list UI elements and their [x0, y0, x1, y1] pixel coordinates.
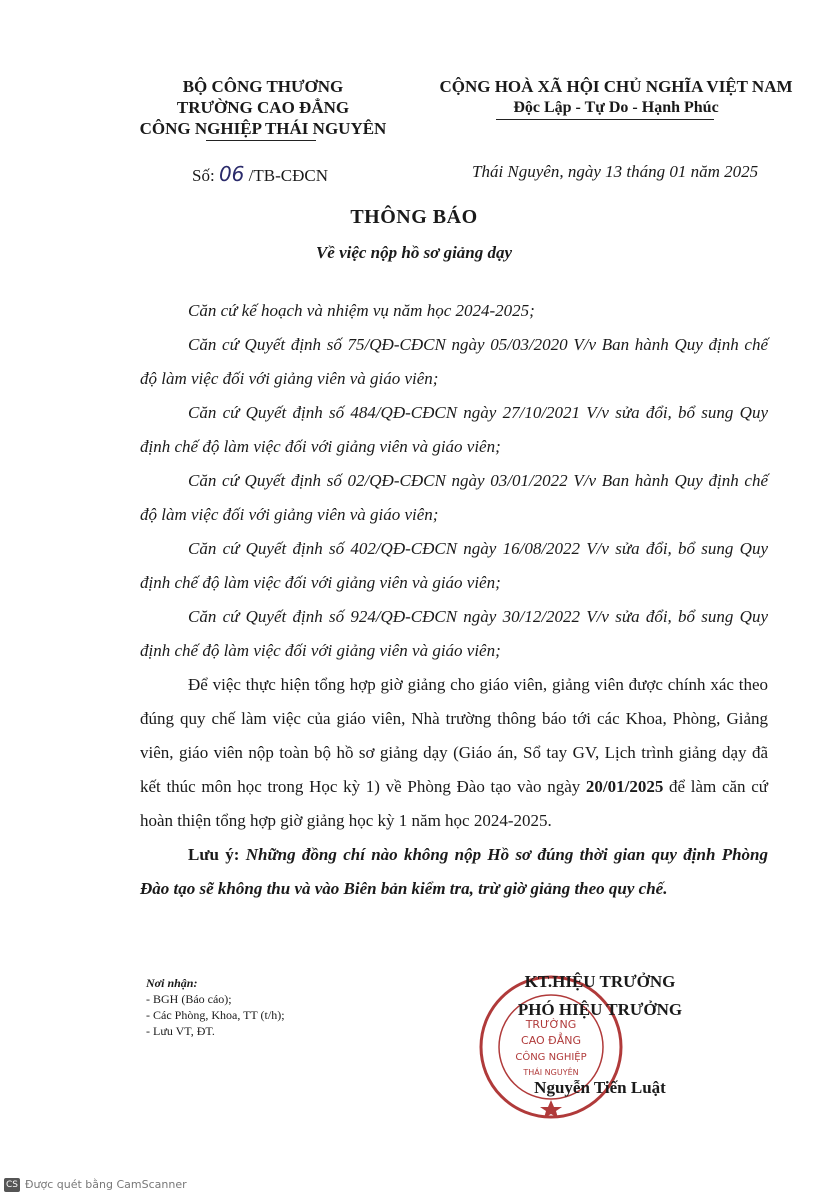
- ministry-name: BỘ CÔNG THƯƠNG: [182, 77, 344, 96]
- seal-text-line: THÁI NGUYÊN: [523, 1068, 579, 1077]
- doc-number-handwritten: 06: [218, 162, 245, 186]
- school-name-line2: CÔNG NGHIỆP THÁI NGUYÊN: [139, 119, 387, 138]
- legal-basis-4: Căn cứ Quyết định số 02/QĐ-CĐCN ngày 03/01/2022 V/v Ban hành Quy định chế độ làm việc đối với giảng viên và giáo viên;: [140, 471, 768, 524]
- scanner-text: Được quét bằng CamScanner: [25, 1178, 187, 1191]
- deadline-date: 20/01/2025: [585, 777, 664, 796]
- legal-basis-1: Căn cứ kế hoạch và nhiệm vụ năm học 2024-2025;: [188, 301, 535, 320]
- legal-basis-2: Căn cứ Quyết định số 75/QĐ-CĐCN ngày 05/03/2020 V/v Ban hành Quy định chế độ làm việc đối với giảng viên và giáo viên;: [140, 335, 768, 388]
- document-title: THÔNG BÁO: [350, 206, 478, 228]
- recipient-item: - Các Phòng, Khoa, TT (t/h);: [146, 1008, 285, 1022]
- doc-number-prefix: Số:: [192, 166, 215, 185]
- recipient-item: - BGH (Báo cáo);: [146, 992, 232, 1006]
- signer-title-2: PHÓ HIỆU TRƯỞNG: [517, 1000, 683, 1019]
- legal-basis-5: Căn cứ Quyết định số 402/QĐ-CĐCN ngày 16/08/2022 V/v sửa đổi, bổ sung Quy định chế độ làm việc đối với giảng viên và giáo viên;: [140, 539, 768, 592]
- issuer-block: [108, 76, 418, 139]
- legal-basis-3: Căn cứ Quyết định số 484/QĐ-CĐCN ngày 27/10/2021 V/v sửa đổi, bổ sung Quy định chế độ làm việc đối với giảng viên và giáo viên;: [140, 403, 768, 456]
- motto-underline: [496, 119, 714, 120]
- nation-name: CỘNG HOÀ XÃ HỘI CHỦ NGHĨA VIỆT NAM: [439, 77, 793, 96]
- legal-basis-6: Căn cứ Quyết định số 924/QĐ-CĐCN ngày 30/12/2022 V/v sửa đổi, bổ sung Quy định chế độ làm việc đối với giảng viên và giáo viên;: [140, 607, 768, 660]
- main-text-part2: để làm căn cứ hoàn thiện tổng hợp giờ giảng học kỳ 1 năm học 2024-2025.: [140, 777, 768, 830]
- seal-text-line: CÔNG NGHIỆP: [515, 1052, 587, 1063]
- document-subtitle: Về việc nộp hồ sơ giảng dạy: [315, 243, 513, 262]
- place-and-date: Thái Nguyên, ngày 13 tháng 01 năm 2025: [472, 162, 759, 181]
- note-paragraph: [140, 838, 768, 906]
- issuer-underline: [206, 140, 316, 141]
- camscanner-icon: CS: [6, 1180, 18, 1190]
- main-paragraph: [140, 668, 768, 838]
- main-text-part1: Để việc thực hiện tổng hợp giờ giảng cho giáo viên, giảng viên được chính xác theo đúng quy chế làm việc của giáo viên, Nhà trường thông báo tới các Khoa, Phòng, Giảng viên, giáo viên nộp toàn bộ hồ sơ giảng dạy (Giáo án, Sổ tay GV, Lịch trình giảng dạy đã kết thúc môn học trong Học kỳ 1) về Phòng Đào tạo vào ngày: [140, 675, 768, 796]
- note-label: Lưu ý:: [188, 845, 240, 864]
- scanner-footer: [4, 1178, 187, 1192]
- recipients-label: Nơi nhận:: [146, 976, 198, 990]
- note-text: Những đồng chí nào không nộp Hồ sơ đúng thời gian quy định Phòng Đào tạo sẽ không thu và vào Biên bản kiểm tra, trừ giờ giảng theo quy chế.: [140, 845, 769, 898]
- recipients-block: [146, 975, 285, 1039]
- recipient-item: - Lưu VT, ĐT.: [146, 1024, 215, 1038]
- signature-block: [480, 968, 720, 1102]
- seal-text-line: CAO ĐẲNG: [521, 1034, 581, 1047]
- national-header: [420, 76, 812, 118]
- document-body: [140, 294, 768, 906]
- doc-number-suffix: /TB-CĐCN: [248, 166, 328, 185]
- seal-text-line: TRƯỜNG: [525, 1018, 577, 1031]
- signer-name: Nguyễn Tiến Luật: [534, 1078, 666, 1097]
- signer-title-1: KT.HIỆU TRƯỞNG: [524, 972, 676, 991]
- school-name-line1: TRƯỜNG CAO ĐẲNG: [176, 98, 350, 117]
- document-number: [192, 162, 328, 186]
- national-motto: Độc Lập - Tự Do - Hạnh Phúc: [513, 99, 719, 116]
